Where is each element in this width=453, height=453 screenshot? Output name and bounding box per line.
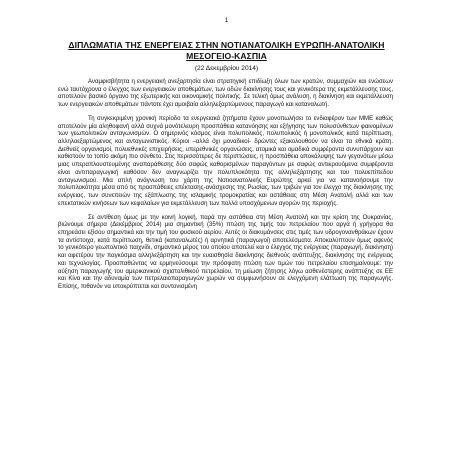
document-title: ΔΙΠΛΩΜΑΤΙΑ ΤΗΣ ΕΝΕΡΓΕΙΑΣ ΣΤΗΝ ΝΟΤΙΑΝΑΤΟΛΙΚΗ ΕΥΡΩΠΗ-ΑΝΑΤΟΛΙΚΗ ΜΕΣΟΓΕΙΟ-ΚΑΣΠΙΑ <box>68 40 385 61</box>
body-paragraph: Τη συγκεκριμένη χρονική περίοδο τα ενεργειακά ζητήματα έχουν μονοπωλήσει το ενδιαφέρον των ΜΜΕ καθώς αποτελούν μία αληθοφανή αλλά συχνά μονότελευρη προσπάθεια κατανόησης και εξήγησης των πολυσύνθετων φαινομένων των γεωπολιτικών ανταγωνισμών. Ο σημερινός κόσμος είναι πολυπολικός, πολυπολικός ή μονοπολικός κατά περίπτωση, αλληλοεξαρτώμενος και ανταγωνιστικός. Κύριοι –αλλά όχι μοναδικοί- δρώντες εξακολουθούν να είναι τα εθνικά κράτη. Διεθνείς οργανισμοί, πολυεθνικές επιχειρήσεις, υπερεθνικές οργανώσεις, ατομικά και ομαδικά συμφέροντα συνυπάρχουν και καθιστούν το τοπίο ακόμη πιο σύνθετο. Στις περισσότερες δε περιπτώσεις, η προσπάθεια αποκάλυψης των γεγονότων μέσω μιας υπεραπλουστευμένης αναπαράθεσης δύο σαφώς καθορισμένων παραγόντων με σαφώς αντικρουόμενα συμφέροντα είναι αντιπαραγωγική καθόσον δεν αναγνωρίζει την πολυπλοκότητα της αλληλεξάρτησης και του πολυεπίπεδου ανταγωνισμού. Μια απλή ανάγνωση του χάρτη της Νοτιοανατολικής Ευρώπης αρκεί για να κατανοήσουμε την πολυπλοκότητα μέσα από τις προσπάθειες επέκτασης-ανάσχεσης της Ρωσίας, των τριβών για τον έλεγχο της διακίνησης της ενέργειας, των συνεπειών της εξάπλωσης της ισλαμικής τρομοκρατίας και αστάθειας στη Μέση Ανατολή αλλά και των επεκτατικών κινήσεων των κεφαλαίων για εκμετάλλευση των πολλά υποσχόμενων αγορών της περιοχής. <box>58 115 393 207</box>
body-paragraph: Αναμφισβήτητα η ενεργειακή ανεξαρτησία είναι στρατηγική επιδίωξη όλων των κρατών, συμμαχιών και ενώσεων ενώ ταυτόχρονα ο έλεγχος των ενεργειακών αποθεμάτων, των οδών διακίνησης τους και γενικότερα της εκμετάλλευσης τους, αποτελούν βασικό όργανο της εξωτερικής και οικονομικής πολιτικής. Σε τελική όμως ανάλυση, η διακίνηση και εκμετάλλευση των ενεργειακών αποθεμάτων πάντοτε έχει αμοιβαία αλληλεξαρτώμενους παραγωγό και καταναλωτή. <box>58 79 393 109</box>
body-paragraph: Σε αντίθεση όμως με την κοινή λογική, παρά την αστάθεια στη Μέση Ανατολή και την κρίση της Ουκρανίας, βιώνουμε σήμερα (Δεκέμβριος 2014) μια σημαντική (35%) πτώση της τιμής του πετρελαίου που αργά ή γρήγορα θα επηρεάσει εξίσου σημαντικά και την τιμή του φυσικού αερίου. Αυτές οι διακυμάνσεις στις τιμές των υδρογονανθράκων έχουν τα αντίστοιχα, κατά περίπτωση, θετικά (καταναλωτές) ή αρνητικά (παραγωγοί) αποτελέσματα. Αποκαλύπτουν όμως αφενός το γενικότερο γεωπολιτικό παιχνίδι, σημαντικό μέρος του οποίου αποτελεί και ο έλεγχος της ενέργειας (παραγωγή, διακίνηση) και αφετέρου την παγκόσμια αλληλεξάρτηση και την ευαισθησία διακίνησης διεθνούς ανάπτυξης, διακίνησης της ενέργειας και τεχνολογίας. Προσπαθώντας να ερμηνεύσουμε την πρόσφατη πτώση των τιμών του πετρελαίου επισημαίνουμε: την αύξηση παραγωγής του αμερικανικού σχιστολιθικού πετρελαίου, τη μείωση ζήτησης λόγω ασθενέστερης ανάπτυξης σε ΕΕ και Κίνα και την αδυναμία των πετρελαιοπαραγωγών χωρών να συμφωνήσουν σε ελεγχόμενη ελάττωση της παραγωγής. Επίσης, πιθανόν να υποκρύπτεται και συντονισμένη <box>58 214 393 290</box>
document-body <box>58 79 393 298</box>
page-number: 1 <box>224 17 229 24</box>
document-date: (22 Δεκεμβρίου 2014) <box>194 65 259 72</box>
